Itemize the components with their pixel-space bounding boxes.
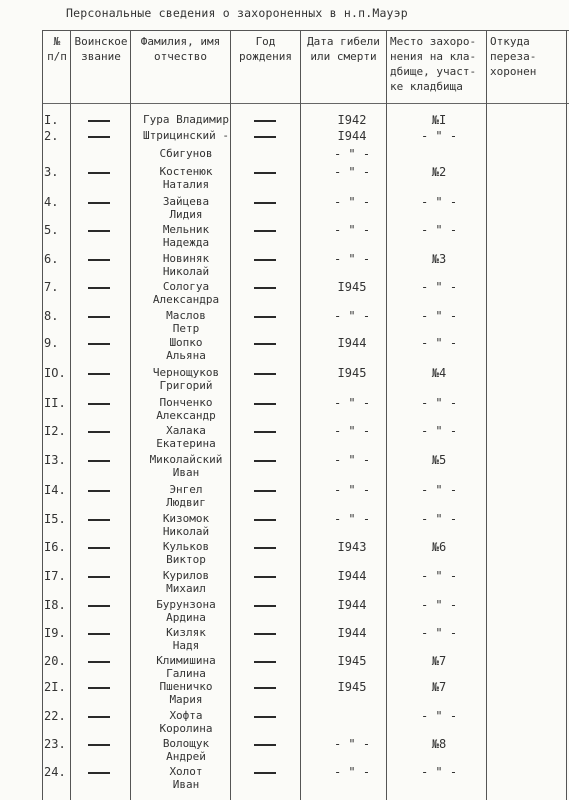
burial-place: №2 <box>431 165 447 179</box>
rank-dash <box>88 431 110 433</box>
burial-place: №6 <box>431 540 447 554</box>
death-date: - " - <box>333 765 371 779</box>
rank-dash <box>88 403 110 405</box>
header-rank: Воинское звание <box>74 35 128 63</box>
birth-year-dash <box>254 772 276 774</box>
person-name: Хофта Королина <box>159 709 213 735</box>
rank-dash <box>88 343 110 345</box>
burial-place: - " - <box>420 280 458 294</box>
birth-year-dash <box>254 316 276 318</box>
rank-dash <box>88 547 110 549</box>
row-number: 2I. <box>44 680 66 694</box>
burial-place: - " - <box>420 483 458 497</box>
person-name: Пшеничко Мария <box>159 680 213 706</box>
row-number: I2. <box>44 424 66 438</box>
birth-year-dash <box>254 687 276 689</box>
person-name: Халака Екатерина <box>156 424 216 450</box>
rank-dash <box>88 633 110 635</box>
burial-place: - " - <box>420 396 458 410</box>
rank-dash <box>88 172 110 174</box>
person-name: Холот Иван <box>169 765 203 791</box>
death-date: - " - <box>333 252 371 266</box>
birth-year-dash <box>254 230 276 232</box>
person-name: Кизомок Николай <box>162 512 210 538</box>
rank-dash <box>88 120 110 122</box>
burial-place: - " - <box>420 223 458 237</box>
death-date: - " - <box>333 165 371 179</box>
birth-year-dash <box>254 744 276 746</box>
burial-place: - " - <box>420 424 458 438</box>
person-name: Сбигунов <box>159 147 213 160</box>
rank-dash <box>88 772 110 774</box>
column-divider <box>566 30 567 800</box>
rank-dash <box>88 687 110 689</box>
row-number: I8. <box>44 598 66 612</box>
row-number: 6. <box>44 252 59 266</box>
death-date: I944 <box>337 569 367 583</box>
birth-year-dash <box>254 661 276 663</box>
birth-year-dash <box>254 136 276 138</box>
burial-place: - " - <box>420 569 458 583</box>
person-name: Курилов Михаил <box>162 569 210 595</box>
death-date: - " - <box>333 453 371 467</box>
document-title: Персональные сведения о захороненных в н.п.Мауэр <box>66 6 408 20</box>
birth-year-dash <box>254 172 276 174</box>
header-name: Фамилия, имя отчество <box>140 35 221 63</box>
birth-year-dash <box>254 519 276 521</box>
row-number: 4. <box>44 195 59 209</box>
column-divider <box>42 30 43 800</box>
burial-place: - " - <box>420 309 458 323</box>
rank-dash <box>88 519 110 521</box>
burial-place: №5 <box>431 453 447 467</box>
death-date: I942 <box>337 113 367 127</box>
person-name: Гура Владимир <box>142 113 230 126</box>
rank-dash <box>88 661 110 663</box>
burial-place: №8 <box>431 737 447 751</box>
person-name: Чернощуков Григорий <box>152 366 220 392</box>
birth-year-dash <box>254 576 276 578</box>
birth-year-dash <box>254 547 276 549</box>
row-number: I. <box>44 113 59 127</box>
header-reburied-from: Откуда переза- хоронен <box>490 35 537 78</box>
person-name: Климишина Галина <box>156 654 216 680</box>
death-date: I944 <box>337 129 367 143</box>
burial-place: - " - <box>420 129 458 143</box>
header-bottom-border <box>42 103 569 104</box>
row-number: I9. <box>44 626 66 640</box>
birth-year-dash <box>254 716 276 718</box>
death-date: I945 <box>337 654 367 668</box>
death-date: - " - <box>333 195 371 209</box>
table-top-border <box>42 30 569 31</box>
death-date: I944 <box>337 336 367 350</box>
person-name: Миколайский Иван <box>149 453 223 479</box>
rank-dash <box>88 287 110 289</box>
death-date: I944 <box>337 626 367 640</box>
row-number: I7. <box>44 569 66 583</box>
row-number: 5. <box>44 223 59 237</box>
row-number: 8. <box>44 309 59 323</box>
row-number: 9. <box>44 336 59 350</box>
rank-dash <box>88 605 110 607</box>
row-number: 24. <box>44 765 66 779</box>
row-number: I6. <box>44 540 66 554</box>
header-burial-place: Место захоро- нения на кла- дбище, участ- ке кладбища <box>390 35 477 93</box>
death-date: - " - <box>333 424 371 438</box>
person-name: Шопко Альяна <box>166 336 206 362</box>
death-date: - " - <box>333 223 371 237</box>
birth-year-dash <box>254 633 276 635</box>
burial-place: №4 <box>431 366 447 380</box>
death-date: - " - <box>333 309 371 323</box>
header-num: № п/п <box>47 35 67 63</box>
birth-year-dash <box>254 287 276 289</box>
death-date: I945 <box>337 280 367 294</box>
row-number: II. <box>44 396 66 410</box>
rank-dash <box>88 716 110 718</box>
rank-dash <box>88 576 110 578</box>
death-date: I943 <box>337 540 367 554</box>
row-number: 7. <box>44 280 59 294</box>
person-name: Маслов Петр <box>166 309 206 335</box>
birth-year-dash <box>254 120 276 122</box>
burial-place: - " - <box>420 512 458 526</box>
death-date: - " - <box>333 512 371 526</box>
birth-year-dash <box>254 259 276 261</box>
person-name: Штрицинский - <box>142 129 230 142</box>
rank-dash <box>88 373 110 375</box>
person-name: Костенюк Наталия <box>159 165 213 191</box>
column-divider <box>300 30 301 800</box>
header-birth-year: Год рождения <box>239 35 292 63</box>
person-name: Бурунзона Ардина <box>156 598 216 624</box>
rank-dash <box>88 744 110 746</box>
birth-year-dash <box>254 460 276 462</box>
birth-year-dash <box>254 490 276 492</box>
death-date: I944 <box>337 598 367 612</box>
row-number: 3. <box>44 165 59 179</box>
rank-dash <box>88 316 110 318</box>
row-number: I4. <box>44 483 66 497</box>
person-name: Зайцева Лидия <box>162 195 210 221</box>
rank-dash <box>88 460 110 462</box>
death-date: - " - <box>333 483 371 497</box>
birth-year-dash <box>254 605 276 607</box>
birth-year-dash <box>254 343 276 345</box>
burial-place: - " - <box>420 709 458 723</box>
person-name: Мельник Надежда <box>162 223 210 249</box>
birth-year-dash <box>254 431 276 433</box>
rank-dash <box>88 259 110 261</box>
row-number: 20. <box>44 654 66 668</box>
burial-place: №3 <box>431 252 447 266</box>
person-name: Энгел Людвиг <box>166 483 206 509</box>
death-date: I945 <box>337 680 367 694</box>
row-number: I3. <box>44 453 66 467</box>
death-date: - " - <box>333 147 371 161</box>
birth-year-dash <box>254 403 276 405</box>
death-date: - " - <box>333 737 371 751</box>
person-name: Новиняк Николай <box>162 252 210 278</box>
person-name: Кульков Виктор <box>162 540 210 566</box>
burial-place: - " - <box>420 598 458 612</box>
row-number: 2. <box>44 129 59 143</box>
burial-place: №7 <box>431 654 447 668</box>
row-number: 23. <box>44 737 66 751</box>
row-number: IO. <box>44 366 66 380</box>
row-number: 22. <box>44 709 66 723</box>
burial-place: - " - <box>420 765 458 779</box>
burial-place: - " - <box>420 336 458 350</box>
rank-dash <box>88 202 110 204</box>
header-death-date: Дата гибели или смерти <box>307 35 380 63</box>
birth-year-dash <box>254 373 276 375</box>
row-number: I5. <box>44 512 66 526</box>
person-name: Понченко Александр <box>156 396 216 422</box>
person-name: Сологуа Александра <box>152 280 220 306</box>
rank-dash <box>88 230 110 232</box>
death-date: - " - <box>333 396 371 410</box>
burial-place: - " - <box>420 626 458 640</box>
burial-place: №7 <box>431 680 447 694</box>
person-name: Кизляк Надя <box>166 626 206 652</box>
burial-place: - " - <box>420 195 458 209</box>
rank-dash <box>88 490 110 492</box>
birth-year-dash <box>254 202 276 204</box>
person-name: Волощук Андрей <box>162 737 210 763</box>
death-date: I945 <box>337 366 367 380</box>
column-divider <box>486 30 487 800</box>
rank-dash <box>88 136 110 138</box>
burial-place: №I <box>431 113 447 127</box>
